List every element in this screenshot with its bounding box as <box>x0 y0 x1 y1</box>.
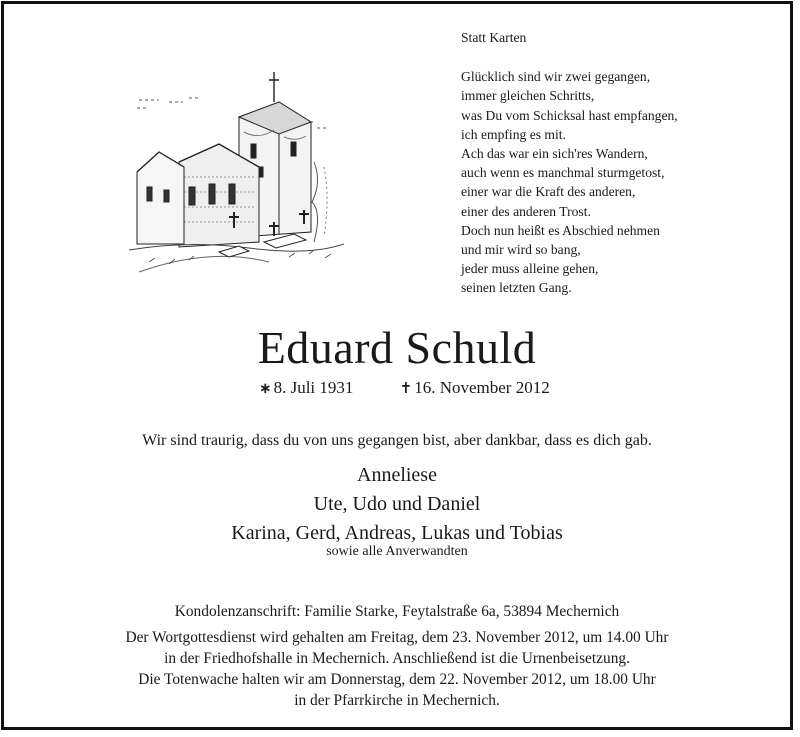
poem-line: immer gleichen Schritts, <box>461 88 595 104</box>
poem-line: ich empfing es mit. <box>461 126 566 142</box>
poem-header: Statt Karten <box>461 30 527 45</box>
poem-line: Glücklich sind wir zwei gegangen, <box>461 69 651 85</box>
family-line: Anneliese <box>357 464 437 486</box>
wake-line: in der Pfarrkirche in Mechernich. <box>294 692 500 709</box>
birth-date <box>259 378 353 398</box>
poem-line: jeder muss alleine gehen, <box>461 261 599 277</box>
family-line: Ute, Udo und Daniel <box>313 493 481 515</box>
death-date-text: 16. November 2012 <box>414 378 550 397</box>
poem-line: einer des anderen Trost. <box>461 203 591 219</box>
death-cross-icon: ✝ <box>399 379 413 397</box>
service-info <box>4 601 790 711</box>
poem-line: Ach das war ein sich'res Wandern, <box>461 146 648 162</box>
intro-text: Wir sind traurig, dass du von uns gegangen bist, aber dankbar, dass es dich gab. <box>142 432 652 449</box>
poem-line: auch wenn es manchmal sturmgetost, <box>461 165 665 181</box>
obituary-frame <box>1 1 793 730</box>
death-date <box>400 378 550 398</box>
life-dates <box>259 378 550 398</box>
birth-star-icon: ∗ <box>259 379 272 397</box>
poem-line: und mir wird so bang, <box>461 242 581 258</box>
service-line: Der Wortgottesdienst wird gehalten am Freitag, dem 23. November 2012, um 14.00 Uhr <box>125 629 669 646</box>
poem-line: einer war die Kraft des anderen, <box>461 184 636 200</box>
relatives-text: sowie alle Anverwandten <box>326 544 468 559</box>
birth-date-text: 8. Juli 1931 <box>273 378 354 397</box>
poem-line: Doch nun heißt es Abschied nehmen <box>461 222 660 238</box>
condolence-address: Kondolenzanschrift: Familie Starke, Feytalstraße 6a, 53894 Mechernich <box>174 603 620 620</box>
poem <box>461 28 781 298</box>
service-line: in der Friedhofshalle in Mechernich. Anschließend ist die Urnenbeisetzung. <box>164 650 630 667</box>
family-names <box>4 461 790 548</box>
poem-line: was Du vom Schicksal hast empfangen, <box>461 107 678 123</box>
church-illustration <box>129 72 344 282</box>
poem-line: seinen letzten Gang. <box>461 280 572 296</box>
wake-line: Die Totenwache halten wir am Donnerstag, dem 22. November 2012, um 18.00 Uhr <box>138 671 656 688</box>
deceased-name: Eduard Schuld <box>257 322 537 373</box>
family-line: Karina, Gerd, Andreas, Lukas und Tobias <box>231 522 563 544</box>
